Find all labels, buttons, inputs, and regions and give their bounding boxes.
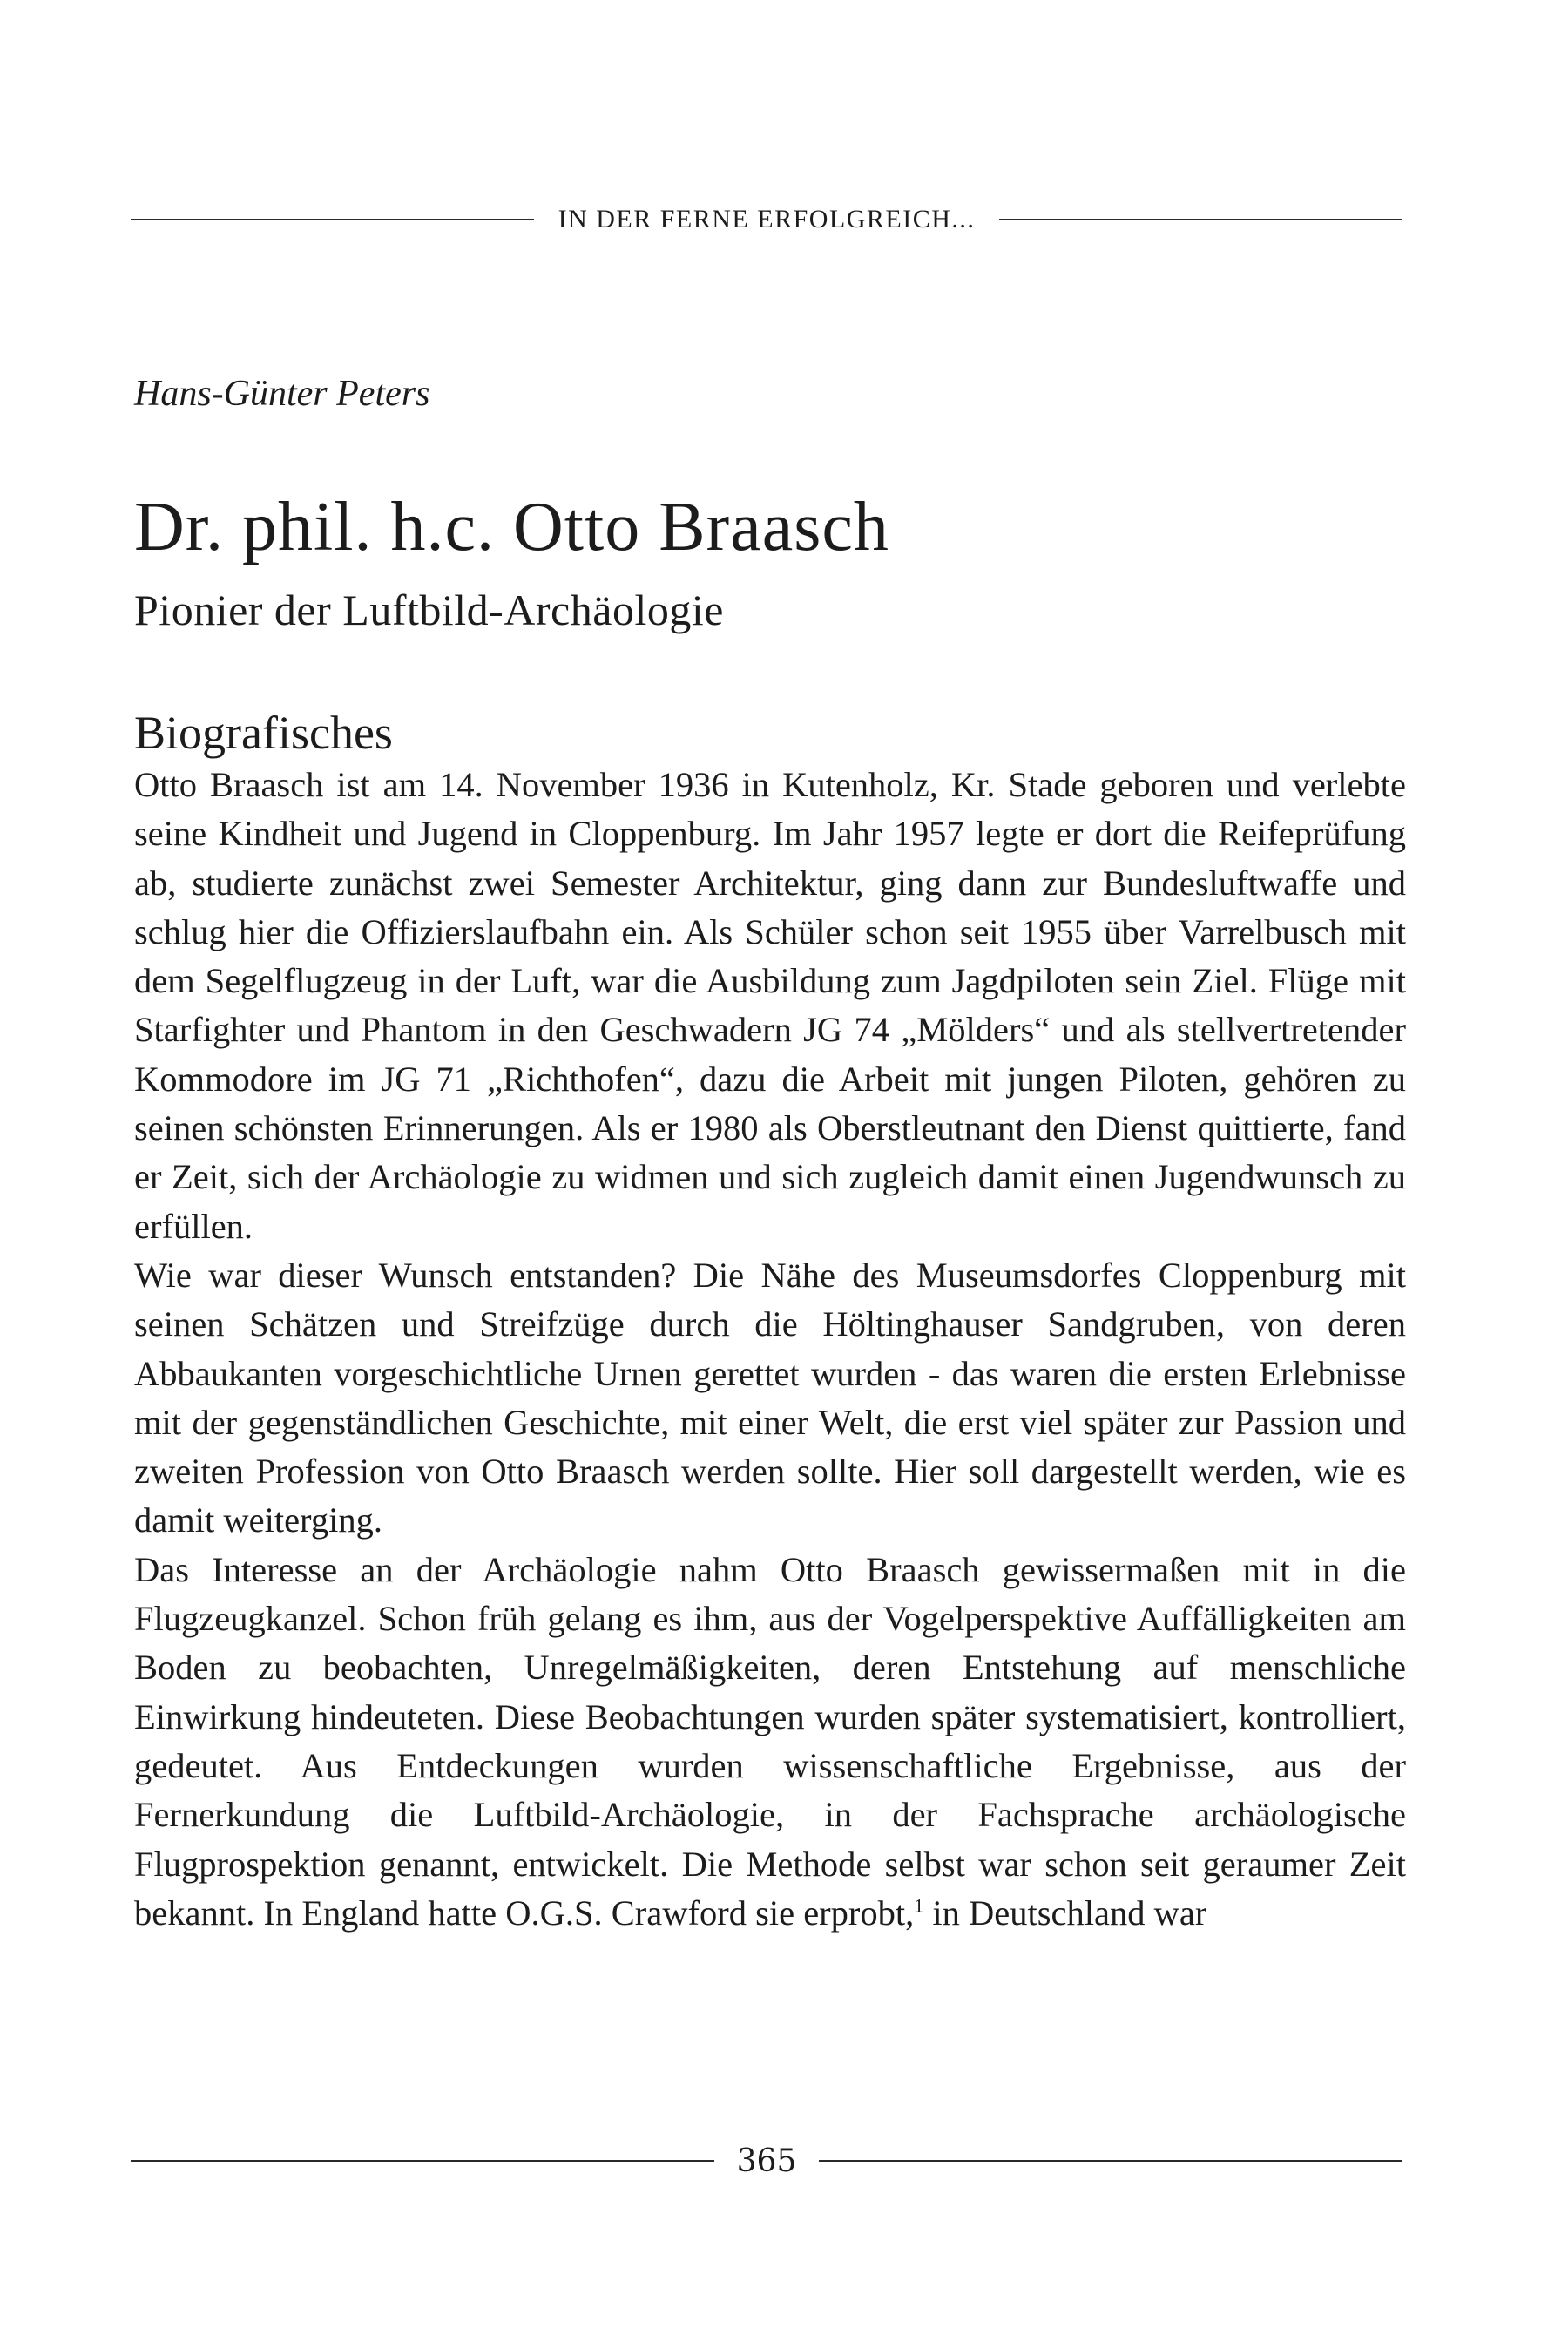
body-text [134,761,1406,1938]
article-title: Dr. phil. h.c. Otto Braasch [134,489,889,565]
footer-rule-right [819,2160,1402,2162]
paragraph: Otto Braasch ist am 14. November 1936 in Kutenholz, Kr. Stade geboren und verlebte seine Kindheit und Jugend in Cloppenburg. Im Jahr 1957 legte er dort die Reifeprüfung ab, studierte zunächst zwei Semester Architektur, ging dann zur Bundesluftwaffe und schlug hier die Offizierslaufbahn ein. Als Schüler schon seit 1955 über Varrelbusch mit dem Segelflugzeug in der Luft, war die Ausbildung zum Jagdpiloten sein Ziel. Flüge mit Starfighter und Phantom in den Geschwadern JG 74 „Mölders“ und als stellvertretender Kommodore im JG 71 „Richthofen“, dazu die Arbeit mit jungen Piloten, gehören zu seinen schönsten Erinnerungen. Als er 1980 als Oberstleutnant den Dienst quittierte, fand er Zeit, sich der Archäologie zu widmen und sich zugleich damit einen Jugendwunsch zu erfüllen. [134,765,1406,1246]
header-rule-right [999,219,1402,220]
footnote-marker[interactable]: 1 [914,1894,924,1917]
paragraph: Wie war dieser Wunsch entstanden? Die Nähe des Museumsdorfes Cloppenburg mit seinen Schätzen und Streifzüge durch die Höltinghauser Sandgruben, von deren Abbaukanten vorgeschichtliche Urnen gerettet wurden - das waren die ersten Erlebnisse mit der gegenständlichen Geschichte, mit einer Welt, die erst viel später zur Passion und zweiten Profession von Otto Braasch werden sollte. Hier soll dargestellt werden, wie es damit weiterging. [134,1255,1406,1540]
paragraph-text: Das Interesse an der Archäologie nahm Otto Braasch gewissermaßen mit in die Flugzeugkanzel. Schon früh gelang es ihm, aus der Vogelperspektive Auffälligkeiten am Boden zu beobachten, Unregelmäßigkeiten, deren Entstehung auf menschliche Einwirkung hindeuteten. Diese Beobachtungen wurden später systematisiert, kontrolliert, gedeutet. Aus Entdeckungen wurden wissenschaftliche Ergebnisse, aus der Fernerkundung die Luftbild-Archäologie, in der Fachsprache archäologische Flugprospektion genannt, entwickelt. Die Methode selbst war schon seit geraumer Zeit bekannt. In England hatte O.G.S. Crawford sie erprobt, [134,1549,1406,1933]
page-footer [131,2143,1402,2178]
page-number: 365 [736,2143,797,2179]
running-header [131,202,1402,237]
section-heading: Biografisches [134,707,393,759]
paragraph [134,1546,1406,1938]
header-rule-left [131,219,534,220]
running-title: IN DER FERNE ERFOLGREICH... [558,205,976,234]
paragraph-text: in Deutschland war [923,1892,1207,1933]
article-subtitle: Pionier der Luftbild-Archäologie [134,586,724,634]
footer-rule-left [131,2160,714,2162]
author-name: Hans-Günter Peters [134,374,430,414]
